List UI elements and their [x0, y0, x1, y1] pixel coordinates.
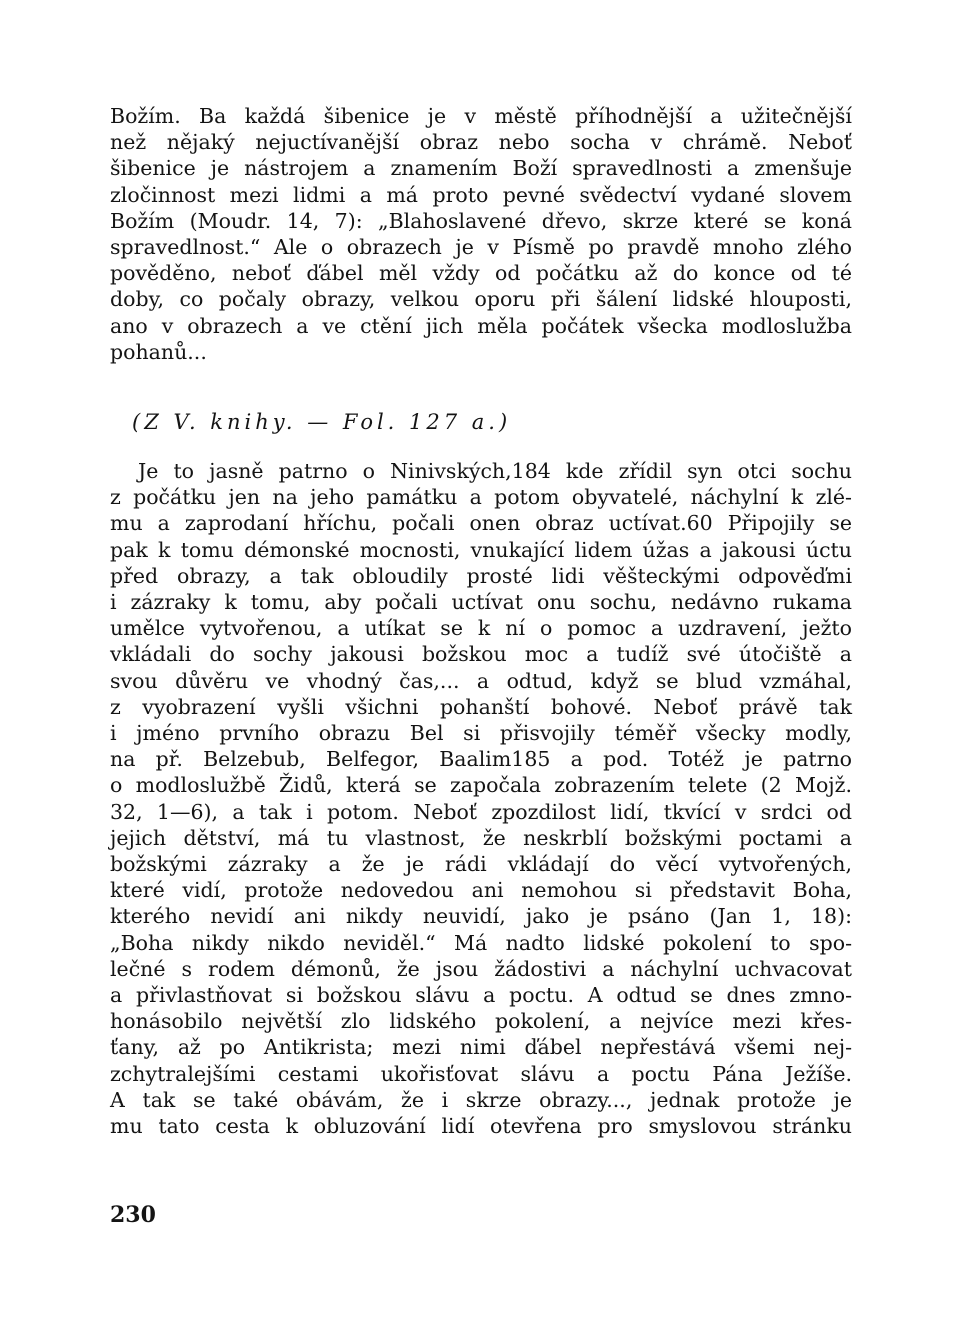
text-line: z vyobrazení vyšli všichni pohanští bohové. Neboť právě tak [110, 694, 852, 719]
text-line: zchytralejšími cestami ukořisťovat slávu a poctu Pána Ježíše. [110, 1061, 852, 1086]
text-line: které vidí, protože nedovedou ani nemohou si představit Boha, [110, 878, 852, 903]
text-line: i jméno prvního obrazu Bel si přisvojily téměř všecky modly, [110, 721, 852, 746]
text-line: doby, co počaly obrazy, velkou oporu při šálení lidské hlouposti, [110, 287, 852, 312]
text-line: o modloslužbě Židů, která se započala zobrazením telete (2 Mojž. [110, 773, 852, 798]
text-line: i zázraky k tomu, aby počali uctívat onu sochu, nedávno rukama [110, 590, 852, 615]
text-line: ano v obrazech a ve ctění jich měla počátek všecka modloslužba [110, 313, 852, 338]
text-line: pak k tomu démonské mocnosti, vnukající lidem úžas a jakousi úctu [110, 537, 852, 562]
text-line: ťany, až po Antikrista; mezi nimi ďábel nepřestává všemi nej- [110, 1035, 852, 1060]
text-line: 32, 1—6), a tak i potom. Neboť zpozdilost lidí, tkvící v srdci od [110, 799, 852, 824]
text-line: svou důvěru ve vhodný čas,... a odtud, když se blud vzmáhal, [110, 668, 852, 693]
text-line: pohanů... [110, 339, 207, 364]
text-line: mu tato cesta k obluzování lidí otevřena pro smyslovou stránku [110, 1114, 852, 1139]
text-line: mu a zaprodaní hříchu, počali onen obraz uctívat.60 Připojily se [110, 511, 852, 536]
text-line: umělce vytvořenou, a utíkat se k ní o pomoc a uzdravení, ježto [110, 616, 852, 641]
text-line: spravedlnost.“ Ale o obrazech je v Písmě po pravdě mnoho zlého [110, 235, 852, 260]
text-line: božskými zázraky a že je rádi vkládají do věcí vytvořených, [110, 852, 852, 877]
text-line: Božím (Moudr. 14, 7): „Blahoslavené dřevo, skrze které se koná [110, 208, 852, 233]
text-line: jejich dětství, má tu vlastnost, že neskrblí božskými poctami a [110, 825, 852, 850]
text-line: než nějaký nejuctívanější obraz nebo socha v chrámě. Neboť [110, 130, 852, 155]
text-line: A tak se také obávám, že i skrze obrazy..., jednak protože je [110, 1087, 852, 1112]
source-citation: (Z V. knihy. — Fol. 127 a.) [132, 410, 512, 434]
text-line: na př. Belzebub, Belfegor, Baalim185 a pod. Totéž je patrno [110, 747, 852, 772]
text-line: Je to jasně patrno o Ninivských,184 kde zřídil syn otci sochu [138, 459, 852, 483]
text-line: a přivlastňovat si božskou slávu a poctu. A odtud se dnes zmno- [110, 983, 852, 1008]
text-line: honásobilo největší zlo lidského pokolení, a nejvíce mezi křes- [110, 1009, 852, 1034]
text-line: „Boha nikdy nikdo neviděl.“ Má nadto lidské pokolení to spo- [110, 930, 852, 955]
page-number: 230 [110, 1202, 156, 1228]
text-line: z počátku jen na jeho památku a potom obyvatelé, náchylní k zlé- [110, 485, 852, 510]
paragraph-2 [110, 458, 852, 1139]
paragraph-1 [110, 103, 852, 365]
text-line: vkládali do sochy jakousi božskou moc a tudíž své útočiště a [110, 642, 852, 667]
text-line: zločinnost mezi lidmi a má proto pevné svědectví vydané slovem [110, 182, 852, 207]
text-line: Božím. Ba každá šibenice je v městě příhodnější a užitečnější [110, 104, 852, 128]
text-line: kterého nevidí ani nikdy neuvidí, jako je psáno (Jan 1, 18): [110, 904, 852, 929]
text-line: pověděno, neboť ďábel měl vždy od počátku až do konce od té [110, 261, 852, 286]
text-line: lečné s rodem démonů, že jsou žádostivi a náchylní uchvacovat [110, 956, 852, 981]
text-line: šibenice je nástrojem a znamením Boží spravedlnosti a zmenšuje [110, 156, 852, 181]
text-line: před obrazy, a tak obloudily prosté lidi věšteckými odpověďmi [110, 563, 852, 588]
